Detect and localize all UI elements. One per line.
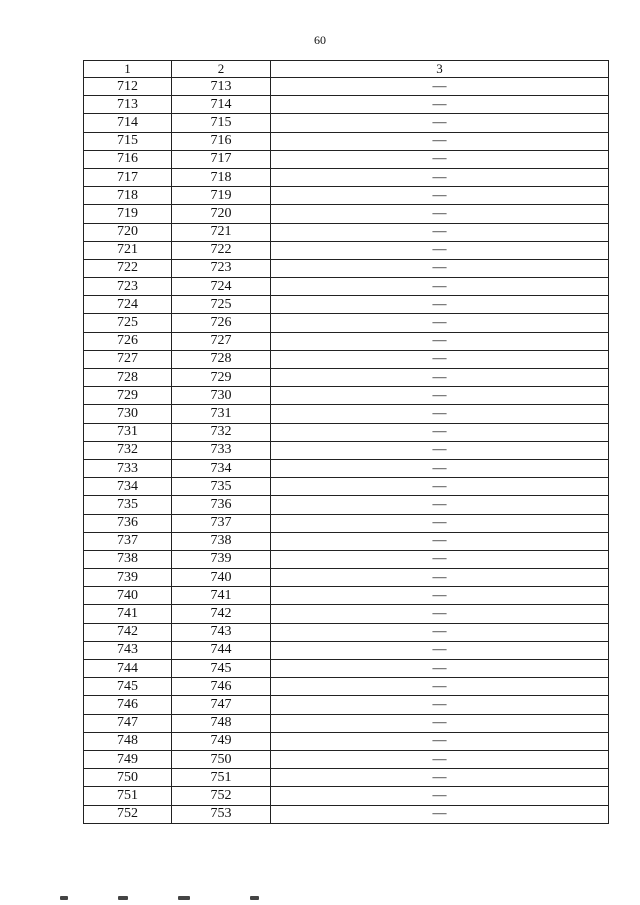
- table-cell-col-1: 730: [84, 405, 172, 423]
- table-cell-col-2: 742: [172, 605, 271, 623]
- table-row: [84, 187, 609, 205]
- table-cell-col-3: —: [271, 278, 609, 296]
- table-cell-col-3: —: [271, 296, 609, 314]
- table-cell-col-1: 720: [84, 223, 172, 241]
- table-row: [84, 387, 609, 405]
- table-cell-col-3: —: [271, 205, 609, 223]
- table-cell-col-3: —: [271, 168, 609, 186]
- table-row: [84, 605, 609, 623]
- table-cell-col-2: 731: [172, 405, 271, 423]
- table-cell-col-3: —: [271, 769, 609, 787]
- table-cell-col-2: 720: [172, 205, 271, 223]
- table-cell-col-1: 729: [84, 387, 172, 405]
- table-cell-col-2: 753: [172, 805, 271, 823]
- table-row: [84, 787, 609, 805]
- table-header: [84, 61, 609, 78]
- table-cell-col-1: 745: [84, 678, 172, 696]
- table-cell-col-2: 723: [172, 259, 271, 277]
- table-cell-col-3: —: [271, 314, 609, 332]
- table-row: [84, 332, 609, 350]
- table-row: [84, 114, 609, 132]
- table-cell-col-2: 714: [172, 96, 271, 114]
- table-cell-col-3: —: [271, 78, 609, 96]
- column-header-3: 3: [271, 61, 609, 78]
- table-cell-col-3: —: [271, 187, 609, 205]
- table-cell-col-3: —: [271, 496, 609, 514]
- table-cell-col-1: 732: [84, 441, 172, 459]
- table-row: [84, 168, 609, 186]
- table-cell-col-3: —: [271, 550, 609, 568]
- table-cell-col-1: 717: [84, 168, 172, 186]
- table-row: [84, 587, 609, 605]
- table-cell-col-2: 715: [172, 114, 271, 132]
- table-row: [84, 623, 609, 641]
- table-cell-col-1: 741: [84, 605, 172, 623]
- table-cell-col-3: —: [271, 405, 609, 423]
- table-cell-col-3: —: [271, 787, 609, 805]
- table-cell-col-3: —: [271, 641, 609, 659]
- table-cell-col-3: —: [271, 750, 609, 768]
- table-cell-col-2: 734: [172, 459, 271, 477]
- table-row: [84, 314, 609, 332]
- table-row: [84, 241, 609, 259]
- table-cell-col-2: 729: [172, 369, 271, 387]
- table-cell-col-2: 744: [172, 641, 271, 659]
- table-cell-col-3: —: [271, 805, 609, 823]
- data-table: [83, 60, 609, 824]
- table-cell-col-1: 746: [84, 696, 172, 714]
- table-cell-col-1: 742: [84, 623, 172, 641]
- table-cell-col-1: 747: [84, 714, 172, 732]
- table-cell-col-2: 725: [172, 296, 271, 314]
- table-cell-col-3: —: [271, 623, 609, 641]
- table-cell-col-3: —: [271, 259, 609, 277]
- table-row: [84, 296, 609, 314]
- table-cell-col-3: —: [271, 696, 609, 714]
- table-cell-col-2: 739: [172, 550, 271, 568]
- table-row: [84, 205, 609, 223]
- table-cell-col-2: 747: [172, 696, 271, 714]
- table-cell-col-3: —: [271, 459, 609, 477]
- table-cell-col-1: 712: [84, 78, 172, 96]
- table-cell-col-1: 744: [84, 660, 172, 678]
- table-cell-col-3: —: [271, 241, 609, 259]
- table-cell-col-2: 745: [172, 660, 271, 678]
- table-cell-col-1: 738: [84, 550, 172, 568]
- table-row: [84, 459, 609, 477]
- table-row: [84, 514, 609, 532]
- table-cell-col-1: 751: [84, 787, 172, 805]
- table-cell-col-1: 713: [84, 96, 172, 114]
- scan-mark: [250, 896, 259, 900]
- table-cell-col-2: 716: [172, 132, 271, 150]
- table-cell-col-3: —: [271, 514, 609, 532]
- table-cell-col-1: 739: [84, 569, 172, 587]
- table-cell-col-1: 750: [84, 769, 172, 787]
- table-row: [84, 478, 609, 496]
- table-cell-col-1: 721: [84, 241, 172, 259]
- table-row: [84, 750, 609, 768]
- column-header-2: 2: [172, 61, 271, 78]
- table-row: [84, 714, 609, 732]
- table-row: [84, 641, 609, 659]
- table-row: [84, 78, 609, 96]
- table-row: [84, 441, 609, 459]
- table-cell-col-3: —: [271, 150, 609, 168]
- table-cell-col-2: 748: [172, 714, 271, 732]
- table-cell-col-3: —: [271, 223, 609, 241]
- table-row: [84, 96, 609, 114]
- table-cell-col-1: 723: [84, 278, 172, 296]
- table-cell-col-3: —: [271, 660, 609, 678]
- table-cell-col-2: 721: [172, 223, 271, 241]
- table-cell-col-2: 736: [172, 496, 271, 514]
- table-cell-col-2: 733: [172, 441, 271, 459]
- table-cell-col-2: 732: [172, 423, 271, 441]
- table-body: [84, 78, 609, 824]
- table-cell-col-1: 714: [84, 114, 172, 132]
- table-cell-col-1: 737: [84, 532, 172, 550]
- table-cell-col-3: —: [271, 114, 609, 132]
- scan-mark: [118, 896, 128, 900]
- table-cell-col-3: —: [271, 132, 609, 150]
- table-cell-col-2: 749: [172, 732, 271, 750]
- table-cell-col-1: 735: [84, 496, 172, 514]
- table-cell-col-1: 740: [84, 587, 172, 605]
- table-cell-col-2: 726: [172, 314, 271, 332]
- table-row: [84, 550, 609, 568]
- table-row: [84, 805, 609, 823]
- table-cell-col-1: 731: [84, 423, 172, 441]
- table-cell-col-3: —: [271, 532, 609, 550]
- table-cell-col-1: 719: [84, 205, 172, 223]
- table-cell-col-2: 722: [172, 241, 271, 259]
- table-cell-col-2: 740: [172, 569, 271, 587]
- table-cell-col-3: —: [271, 678, 609, 696]
- table-cell-col-2: 750: [172, 750, 271, 768]
- table-cell-col-2: 738: [172, 532, 271, 550]
- table-row: [84, 405, 609, 423]
- table-cell-col-3: —: [271, 332, 609, 350]
- table-cell-col-2: 735: [172, 478, 271, 496]
- table-cell-col-1: 724: [84, 296, 172, 314]
- table-row: [84, 369, 609, 387]
- table-cell-col-1: 743: [84, 641, 172, 659]
- table-row: [84, 259, 609, 277]
- table-row: [84, 350, 609, 368]
- table-row: [84, 150, 609, 168]
- table-cell-col-3: —: [271, 441, 609, 459]
- table-cell-col-3: —: [271, 587, 609, 605]
- table-cell-col-3: —: [271, 387, 609, 405]
- table-cell-col-1: 728: [84, 369, 172, 387]
- table-cell-col-2: 746: [172, 678, 271, 696]
- table-cell-col-3: —: [271, 423, 609, 441]
- scan-artifact-marks: [60, 896, 300, 902]
- table-cell-col-1: 725: [84, 314, 172, 332]
- table-header-row: [84, 61, 609, 78]
- table-row: [84, 132, 609, 150]
- table-row: [84, 678, 609, 696]
- table-row: [84, 660, 609, 678]
- table-cell-col-2: 718: [172, 168, 271, 186]
- table-cell-col-2: 713: [172, 78, 271, 96]
- table-cell-col-2: 751: [172, 769, 271, 787]
- table-cell-col-3: —: [271, 478, 609, 496]
- table-cell-col-1: 718: [84, 187, 172, 205]
- table-row: [84, 423, 609, 441]
- table-cell-col-3: —: [271, 605, 609, 623]
- table-cell-col-2: 752: [172, 787, 271, 805]
- table-cell-col-1: 715: [84, 132, 172, 150]
- table-cell-col-3: —: [271, 96, 609, 114]
- table-cell-col-1: 734: [84, 478, 172, 496]
- table-cell-col-1: 748: [84, 732, 172, 750]
- table-row: [84, 769, 609, 787]
- table-row: [84, 278, 609, 296]
- scan-mark: [60, 896, 68, 900]
- table-cell-col-3: —: [271, 732, 609, 750]
- page-number: 60: [314, 33, 326, 47]
- table-cell-col-1: 726: [84, 332, 172, 350]
- table-cell-col-2: 737: [172, 514, 271, 532]
- column-header-1: 1: [84, 61, 172, 78]
- table-row: [84, 496, 609, 514]
- table-cell-col-3: —: [271, 569, 609, 587]
- table-cell-col-2: 728: [172, 350, 271, 368]
- scan-mark: [178, 896, 190, 900]
- table-cell-col-3: —: [271, 350, 609, 368]
- table-cell-col-3: —: [271, 369, 609, 387]
- table-row: [84, 532, 609, 550]
- table-cell-col-2: 719: [172, 187, 271, 205]
- table-cell-col-1: 727: [84, 350, 172, 368]
- table-cell-col-1: 736: [84, 514, 172, 532]
- table-cell-col-1: 716: [84, 150, 172, 168]
- table-cell-col-2: 727: [172, 332, 271, 350]
- table-cell-col-1: 749: [84, 750, 172, 768]
- table-row: [84, 223, 609, 241]
- table-row: [84, 696, 609, 714]
- table-cell-col-2: 743: [172, 623, 271, 641]
- table-cell-col-2: 730: [172, 387, 271, 405]
- table-cell-col-1: 733: [84, 459, 172, 477]
- table-cell-col-1: 722: [84, 259, 172, 277]
- table-row: [84, 569, 609, 587]
- table-cell-col-2: 717: [172, 150, 271, 168]
- table-cell-col-2: 741: [172, 587, 271, 605]
- table-cell-col-1: 752: [84, 805, 172, 823]
- table-cell-col-3: —: [271, 714, 609, 732]
- table-row: [84, 732, 609, 750]
- table-cell-col-2: 724: [172, 278, 271, 296]
